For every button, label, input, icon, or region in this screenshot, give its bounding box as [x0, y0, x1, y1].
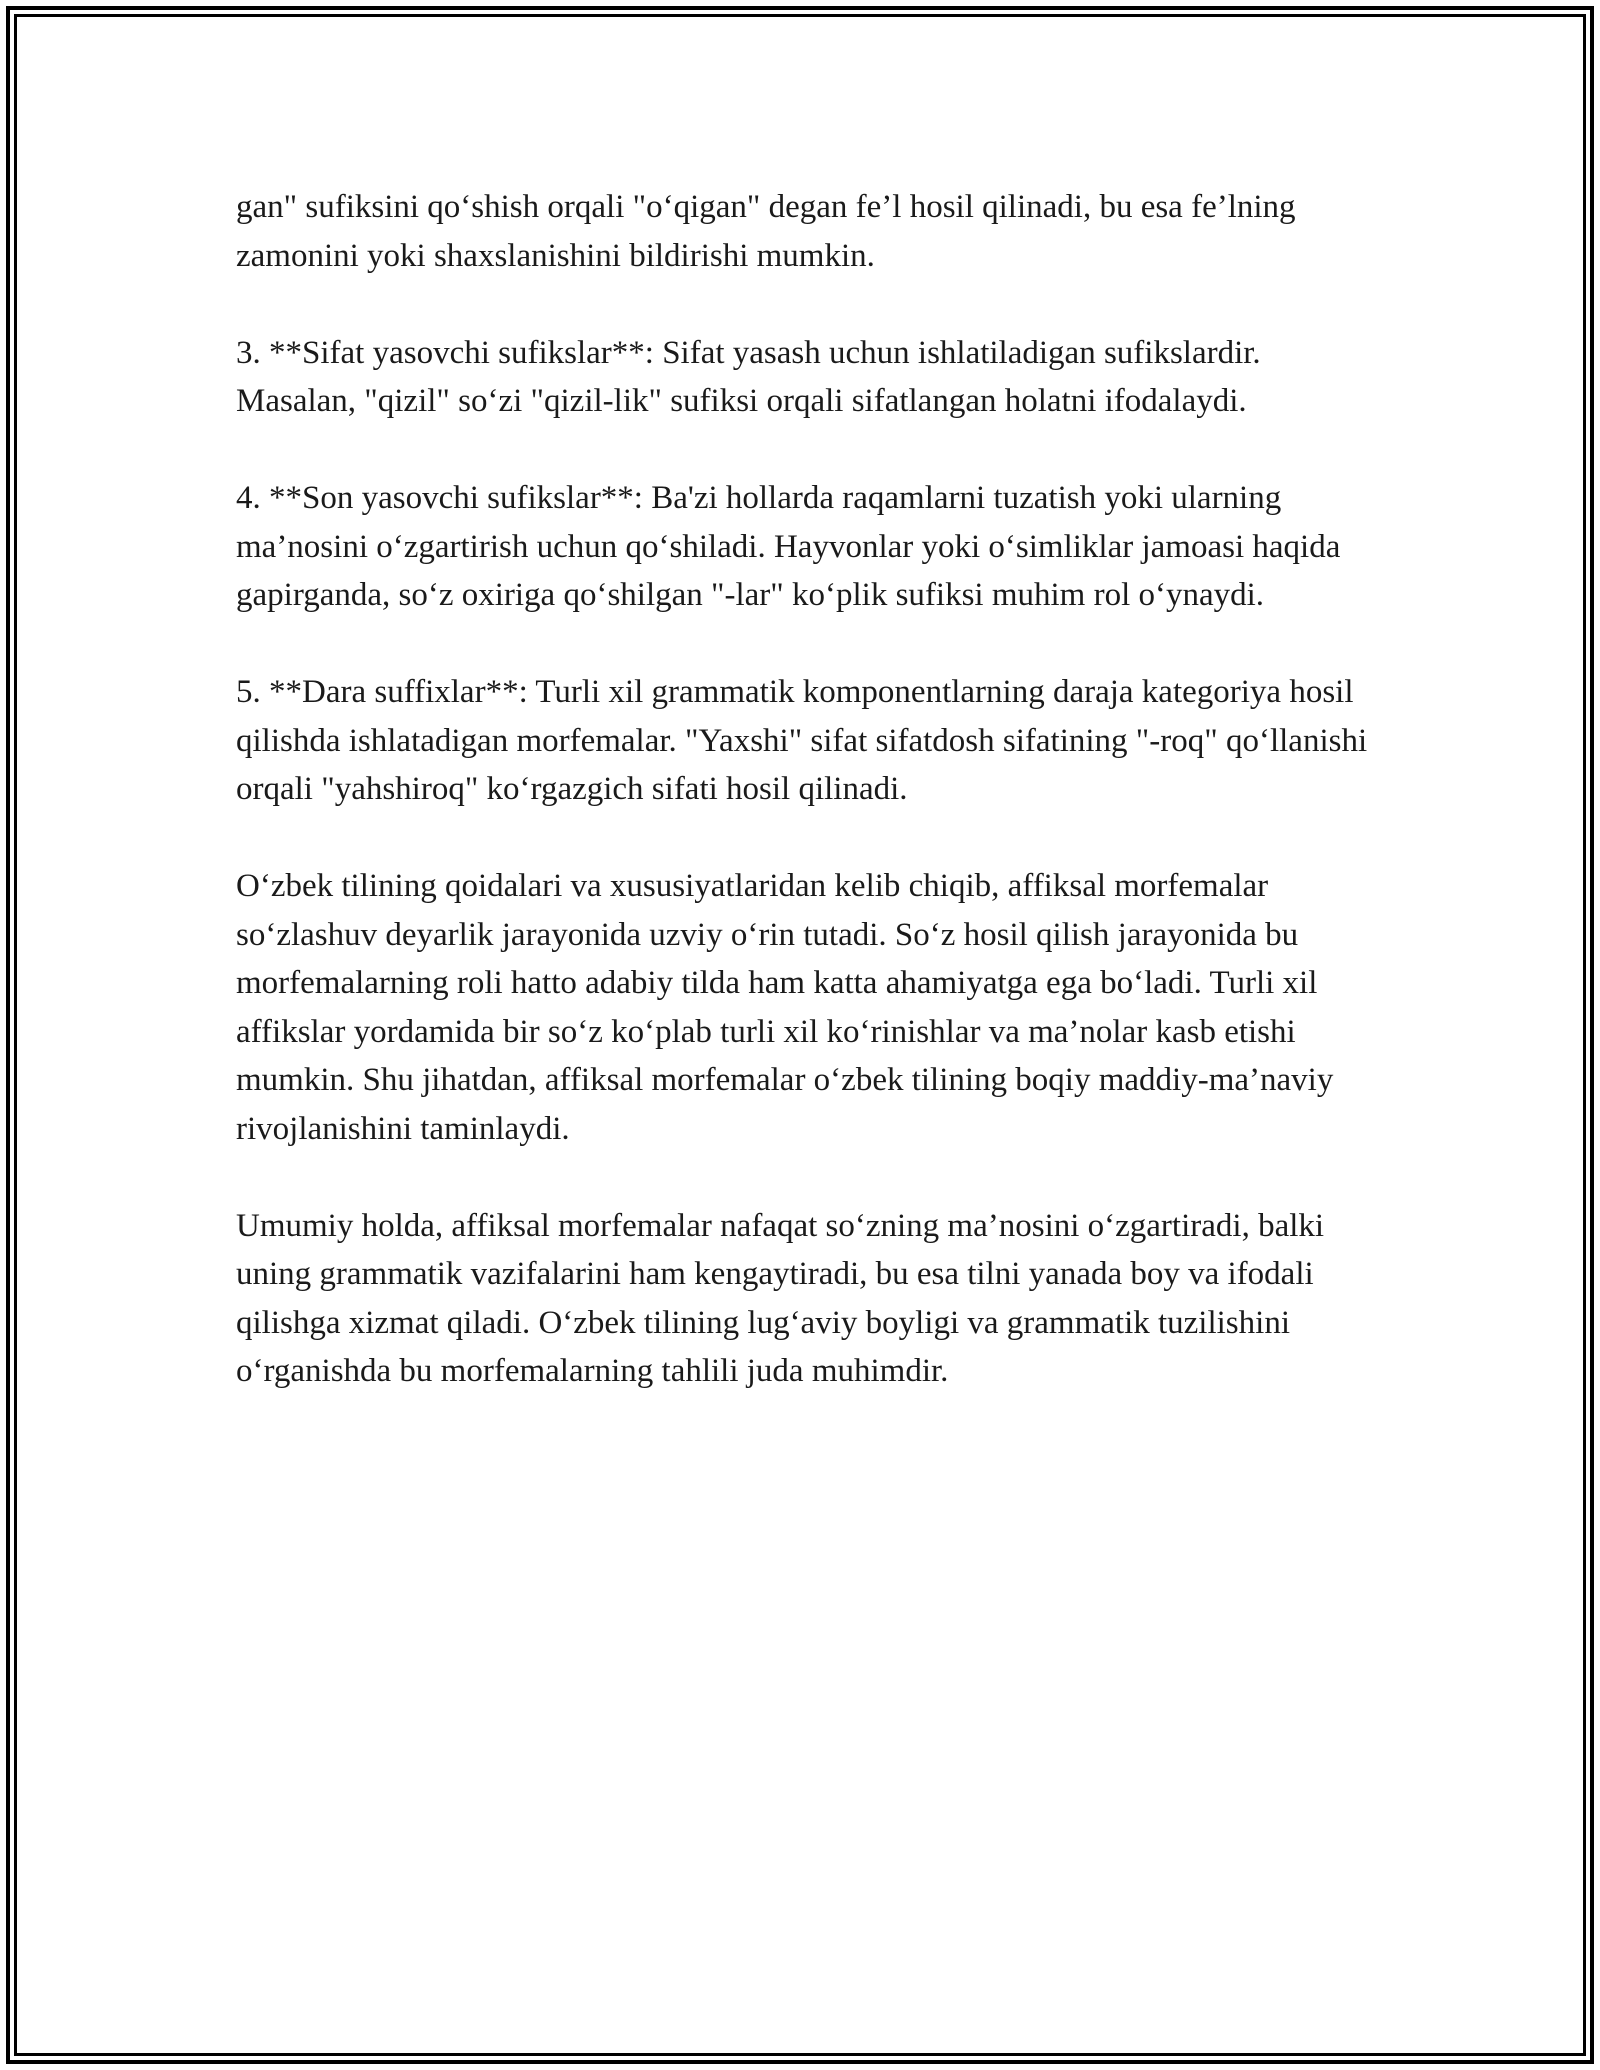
paragraph-continuation: gan" sufiksini qo‘shish orqali "o‘qigan" degan fe’l hosil qilinadi, bu esa fe’lning zamonini yoki shaxslanishini bildirishi mumkin.: [236, 189, 1296, 274]
paragraph-item-3: 3. **Sifat yasovchi sufikslar**: Sifat yasash uchun ishlatiladigan sufikslardir. Masalan, "qizil" so‘zi "qizil-lik" sufiksi orqali sifatlangan holatni ifodalaydi.: [236, 334, 1261, 419]
paragraph-rules: O‘zbek tilining qoidalari va xususiyatlaridan kelib chiqib, affiksal morfemalar so‘zlashuv deyarlik jarayonida uzviy o‘rin tutadi. So‘z hosil qilish jarayonida bu morfemalarning roli hatto adabiy tilda ham katta ahamiyatga ega bo‘ladi. Turli xil affikslar yordamida bir so‘z ko‘plab turli xil ko‘rinishlar va ma’nolar kasb etishi mumkin. Shu jihatdan, affiksal morfemalar o‘zbek tilining boqiy maddiy-ma’naviy rivojlanishini taminlaydi.: [236, 868, 1334, 1147]
document-body: [236, 183, 1376, 1396]
paragraph-conclusion: Umumiy holda, affiksal morfemalar nafaqat so‘zning ma’nosini o‘zgartiradi, balki uning grammatik vazifalarini ham kengaytiradi, bu esa tilni yanada boy va ifodali qilishga xizmat qiladi. O‘zbek tilining lug‘aviy boyligi va grammatik tuzilishini o‘rganishda bu morfemalarning tahlili juda muhimdir.: [236, 1207, 1325, 1389]
paragraph-item-4: 4. **Son yasovchi sufikslar**: Ba'zi hollarda raqamlarni tuzatish yoki ularning ma’nosini o‘zgartirish uchun qo‘shiladi. Hayvonlar yoki o‘simliklar jamoasi haqida gapirganda, so‘z oxiriga qo‘shilgan "-lar" ko‘plik sufiksi muhim rol o‘ynaydi.: [236, 480, 1341, 613]
paragraph-item-5: 5. **Dara suffixlar**: Turli xil grammatik komponentlarning daraja kategoriya hosil qilishda ishlatadigan morfemalar. "Yaxshi" sifat sifatdosh sifatining "-roq" qo‘llanishi orqali "yahshiroq" ko‘rgazgich sifati hosil qilinadi.: [236, 674, 1368, 807]
